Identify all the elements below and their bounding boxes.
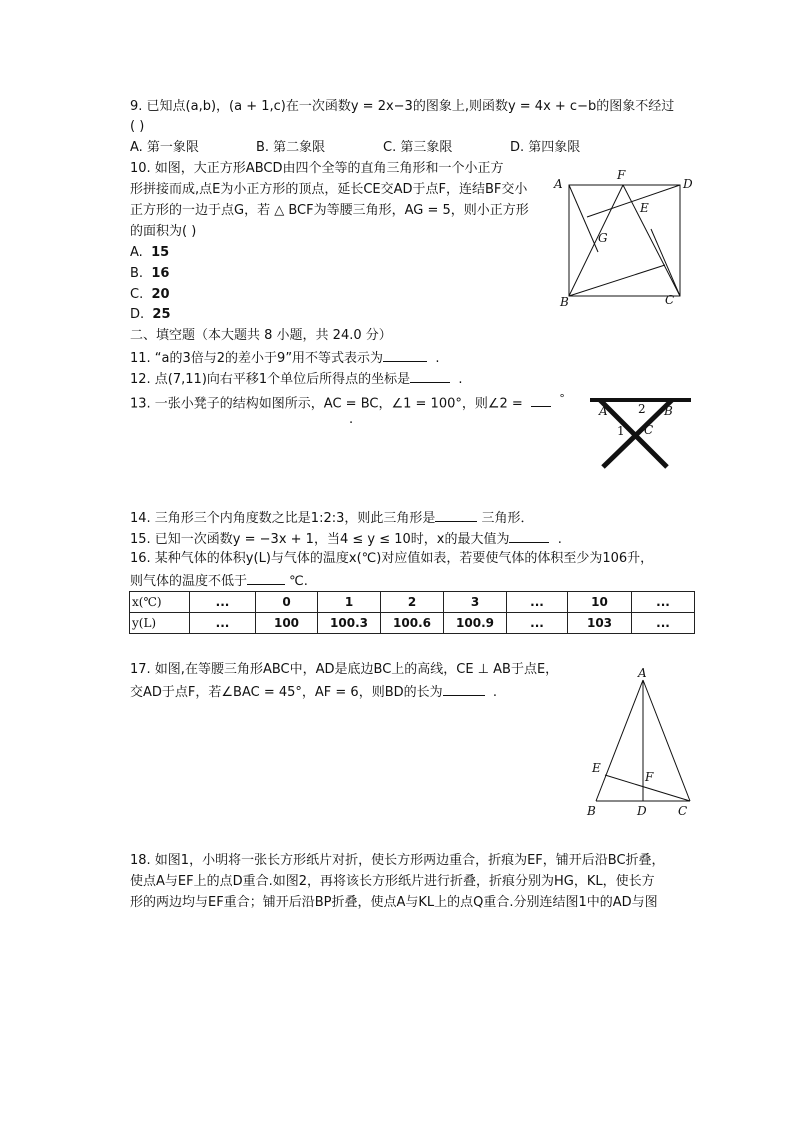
table-cell: ... [190,613,256,634]
label-f: F [617,168,626,182]
q10-line-4: 的面积为( ) [130,224,197,239]
table-cell: ... [190,592,256,613]
q9-option-a: A. 第一象限 [130,140,199,155]
q13-answer-blank[interactable] [531,394,551,407]
section-2-heading: 二、填空题（本大题共 8 小题，共 24.0 分） [130,328,392,343]
q17-line-2: 交AD于点F，若∠BAC = 45°，AF = 6，则BD的长为 . [130,685,498,700]
table-cell: ... [507,592,568,613]
q12-text: 12. 点(7,11)向右平移1个单位后所得点的坐标是 [130,372,411,387]
table-row [130,613,695,634]
q10-option-c [130,287,170,303]
option-value: 15 [151,245,170,260]
q16-unit: ℃. [289,574,308,589]
option-value: 25 [152,307,171,322]
q12: 12. 点(7,11)向右平移1个单位后所得点的坐标是 . [130,372,463,387]
q9-paren: ( ) [130,119,145,134]
q12-answer-blank[interactable] [410,370,450,383]
q10-line-2: 形拼接而成,点E为小正方形的顶点，延长CE交AD于点F，连结BF交小 [130,182,528,197]
table-cell: 103 [568,613,632,634]
q11-text: 11. “a的3倍与2的差小于9”用不等式表示为 [130,351,384,366]
label-e: E [592,761,601,775]
q17-answer-blank[interactable] [443,683,485,696]
q13 [130,391,565,412]
q16-line-2 [130,572,308,590]
option-letter: A. [130,245,143,260]
q13-stool-figure [585,395,695,470]
q17-triangle-figure [580,665,700,825]
q16-line-1: 16. 某种气体的体积y(L)与气体的温度x(℃)对应值如表，若要使气体的体积至少为106升， [130,551,654,566]
q17-line-1: 17. 如图,在等腰三角形ABC中，AD是底边BC上的高线，CE ⊥ AB于点E， [130,662,559,677]
table-cell: ... [632,592,695,613]
table-cell: 100 [256,613,318,634]
table-cell: 100.9 [444,613,507,634]
q9-option-c: C. 第三象限 [383,140,453,155]
q15-answer-blank[interactable] [509,530,549,543]
segment-b-small [569,265,665,296]
q11-answer-blank[interactable] [383,349,427,362]
label-c: C [665,293,675,307]
label-g: G [598,231,608,245]
table-cell: 3 [444,592,507,613]
segment-ad [569,185,598,252]
table-cell: ... [632,613,695,634]
table-cell: 10 [568,592,632,613]
q18-line-2: 使点A与EF上的点D重合.如图2，再将该长方形纸片进行折叠，折痕分别为HG，KL，使长方 [130,874,655,889]
q18-line-3: 形的两边均与EF重合；铺开后沿BP折叠，使点A与KL上的点Q重合.分别连结图1中的AD与图 [130,895,658,910]
label-d: D [683,177,693,191]
segment-d-small [587,185,680,217]
label-two: 2 [638,402,646,416]
q9-text: 9. 已知点(a,b)，(a + 1,c)在一次函数y = 2x−3的图象上,则函数y = 4x + c−b的图象不经过 [130,99,675,114]
label-c: C [678,804,688,818]
q15-text: 15. 已知一次函数y = −3x + 1，当4 ≤ y ≤ 10时，x的最大值为 [130,532,510,547]
q10-option-b [130,266,169,282]
q11: 11. “a的3倍与2的差小于9”用不等式表示为 . [130,351,440,366]
q13-text: 13. 一张小凳子的结构如图所示，AC = BC，∠1 = 100°，则∠2 = [130,396,523,412]
label-e: E [640,201,649,215]
label-b: B [560,295,569,309]
option-letter: C. [130,287,144,302]
option-value: 16 [151,266,170,281]
table-cell: 1 [318,592,381,613]
big-square [569,185,680,296]
label-b: B [664,404,673,418]
option-letter: D. [130,307,145,322]
q16-answer-blank[interactable] [247,572,285,585]
q14 [130,509,534,527]
label-a: A [638,666,647,680]
q13-degree: ° [559,392,565,405]
table-cell: 100.6 [381,613,444,634]
segment-bf [569,185,623,296]
q10-figure [550,165,700,310]
option-value: 20 [151,287,170,302]
segment-c-small [651,229,680,296]
label-one: 1 [617,424,625,438]
table-row [130,592,695,613]
q14-text: 14. 三角形三个内角度数之比是1:2:3，则此三角形是 [130,511,436,526]
q13-dot: . [349,412,354,427]
q10-line-1: 10. 如图，大正方形ABCD由四个全等的直角三角形和一个小正方 [130,161,504,176]
side-ab [596,680,643,801]
table-cell: 2 [381,592,444,613]
table-cell: x(℃) [130,592,190,613]
label-b: B [587,804,596,818]
q9-option-d: D. 第四象限 [510,140,581,155]
q10-line-3: 正方形的一边于点G，若 △ BCF为等腰三角形，AG = 5，则小正方形 [130,203,529,218]
q16-table [129,591,695,634]
table-cell: y(L) [130,613,190,634]
q10-option-a [130,245,169,261]
q10-option-d [130,307,171,323]
label-a: A [554,177,563,191]
q14-answer-blank[interactable] [435,509,477,522]
label-d: D [637,804,647,818]
table-cell: ... [507,613,568,634]
q17-text: 交AD于点F，若∠BAC = 45°，AF = 6，则BD的长为 [130,685,443,700]
q14-tail: 三角形． [481,511,534,526]
label-a: A [599,404,608,418]
q15: 15. 已知一次函数y = −3x + 1，当4 ≤ y ≤ 10时，x的最大值为 . [130,532,562,547]
option-letter: B. [130,266,144,281]
table-cell: 0 [256,592,318,613]
q9-option-b: B. 第二象限 [256,140,326,155]
q16-text: 则气体的温度不低于 [130,574,248,589]
label-c: C [644,423,654,437]
table-cell: 100.3 [318,613,381,634]
q18-line-1: 18. 如图1，小明将一张长方形纸片对折，使长方形两边重合，折痕为EF，铺开后沿BC折叠， [130,853,665,868]
label-f: F [645,770,654,784]
